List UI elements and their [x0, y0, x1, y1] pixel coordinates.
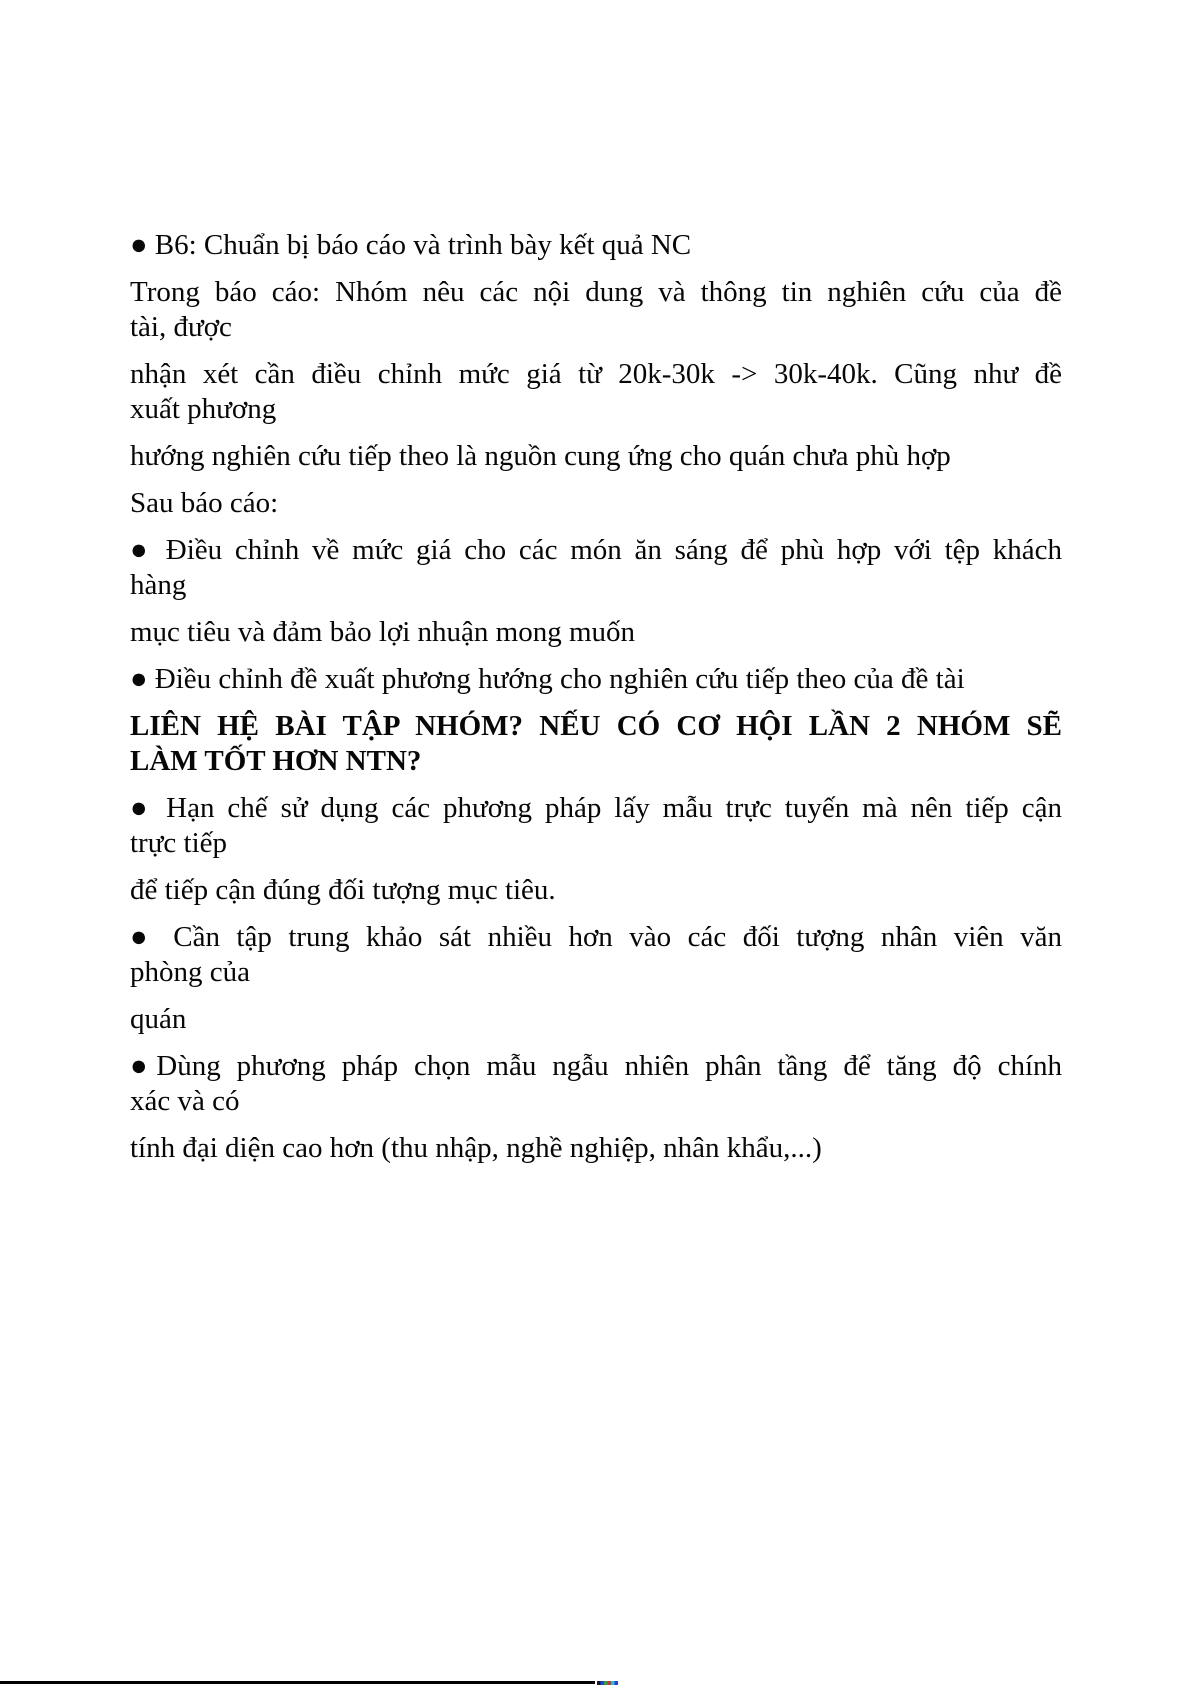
text-line: LIÊN HỆ BÀI TẬP NHÓM? NẾU CÓ CƠ HỘI LẦN 2 NHÓM SẼ: [130, 710, 1062, 742]
text-line: quán: [130, 1003, 187, 1035]
paragraph: [130, 275, 1062, 345]
paragraph: [130, 873, 1062, 908]
text-line: xuất phương: [130, 393, 277, 425]
text-line: hàng: [130, 569, 187, 601]
text-line: Trong báo cáo: Nhóm nêu các nội dung và thông tin nghiên cứu của đề: [130, 276, 1062, 308]
paragraph: [130, 920, 1062, 990]
text-line: phòng của: [130, 956, 250, 988]
text-line: LÀM TỐT HƠN NTN?: [130, 745, 422, 777]
text-line: ● Điều chỉnh về mức giá cho các món ăn sáng để phù hợp với tệp khách: [130, 534, 1062, 566]
text-block: [130, 228, 1062, 1178]
text-line: ● Hạn chế sử dụng các phương pháp lấy mẫu trực tuyến mà nên tiếp cận: [130, 792, 1062, 824]
paragraph: [130, 486, 1062, 521]
text-line: tài, được: [130, 311, 232, 343]
text-line: hướng nghiên cứu tiếp theo là nguồn cung ứng cho quán chưa phù hợp: [130, 440, 951, 472]
paragraph: [130, 791, 1062, 861]
text-line: ● Cần tập trung khảo sát nhiều hơn vào các đối tượng nhân viên văn: [130, 921, 1062, 953]
text-line: ● Điều chỉnh đề xuất phương hướng cho nghiên cứu tiếp theo của đề tài: [130, 663, 965, 695]
paragraph: [130, 1131, 1062, 1166]
text-line: xác và có: [130, 1085, 240, 1117]
text-line: Sau báo cáo:: [130, 487, 279, 519]
paragraph: [130, 228, 1062, 263]
text-line: trực tiếp: [130, 827, 228, 859]
paragraph: [130, 533, 1062, 603]
text-line: nhận xét cần điều chỉnh mức giá từ 20k-30k -> 30k-40k. Cũng như đề: [130, 358, 1062, 390]
text-line: tính đại diện cao hơn (thu nhập, nghề nghiệp, nhân khẩu,...): [130, 1132, 822, 1164]
paragraph: [130, 1049, 1062, 1119]
cropped-image-sliver: [597, 1681, 618, 1685]
page-bottom-rule: [0, 1681, 595, 1684]
paragraph: [130, 1002, 1062, 1037]
paragraph: [130, 439, 1062, 474]
text-line: ●Dùng phương pháp chọn mẫu ngẫu nhiên phân tầng để tăng độ chính: [130, 1050, 1062, 1082]
text-line: để tiếp cận đúng đối tượng mục tiêu.: [130, 874, 556, 906]
paragraph: [130, 615, 1062, 650]
text-line: mục tiêu và đảm bảo lợi nhuận mong muốn: [130, 616, 636, 648]
paragraph: [130, 662, 1062, 697]
paragraph: [130, 709, 1062, 779]
paragraph: [130, 357, 1062, 427]
text-line: ● B6: Chuẩn bị báo cáo và trình bày kết quả NC: [130, 229, 692, 261]
